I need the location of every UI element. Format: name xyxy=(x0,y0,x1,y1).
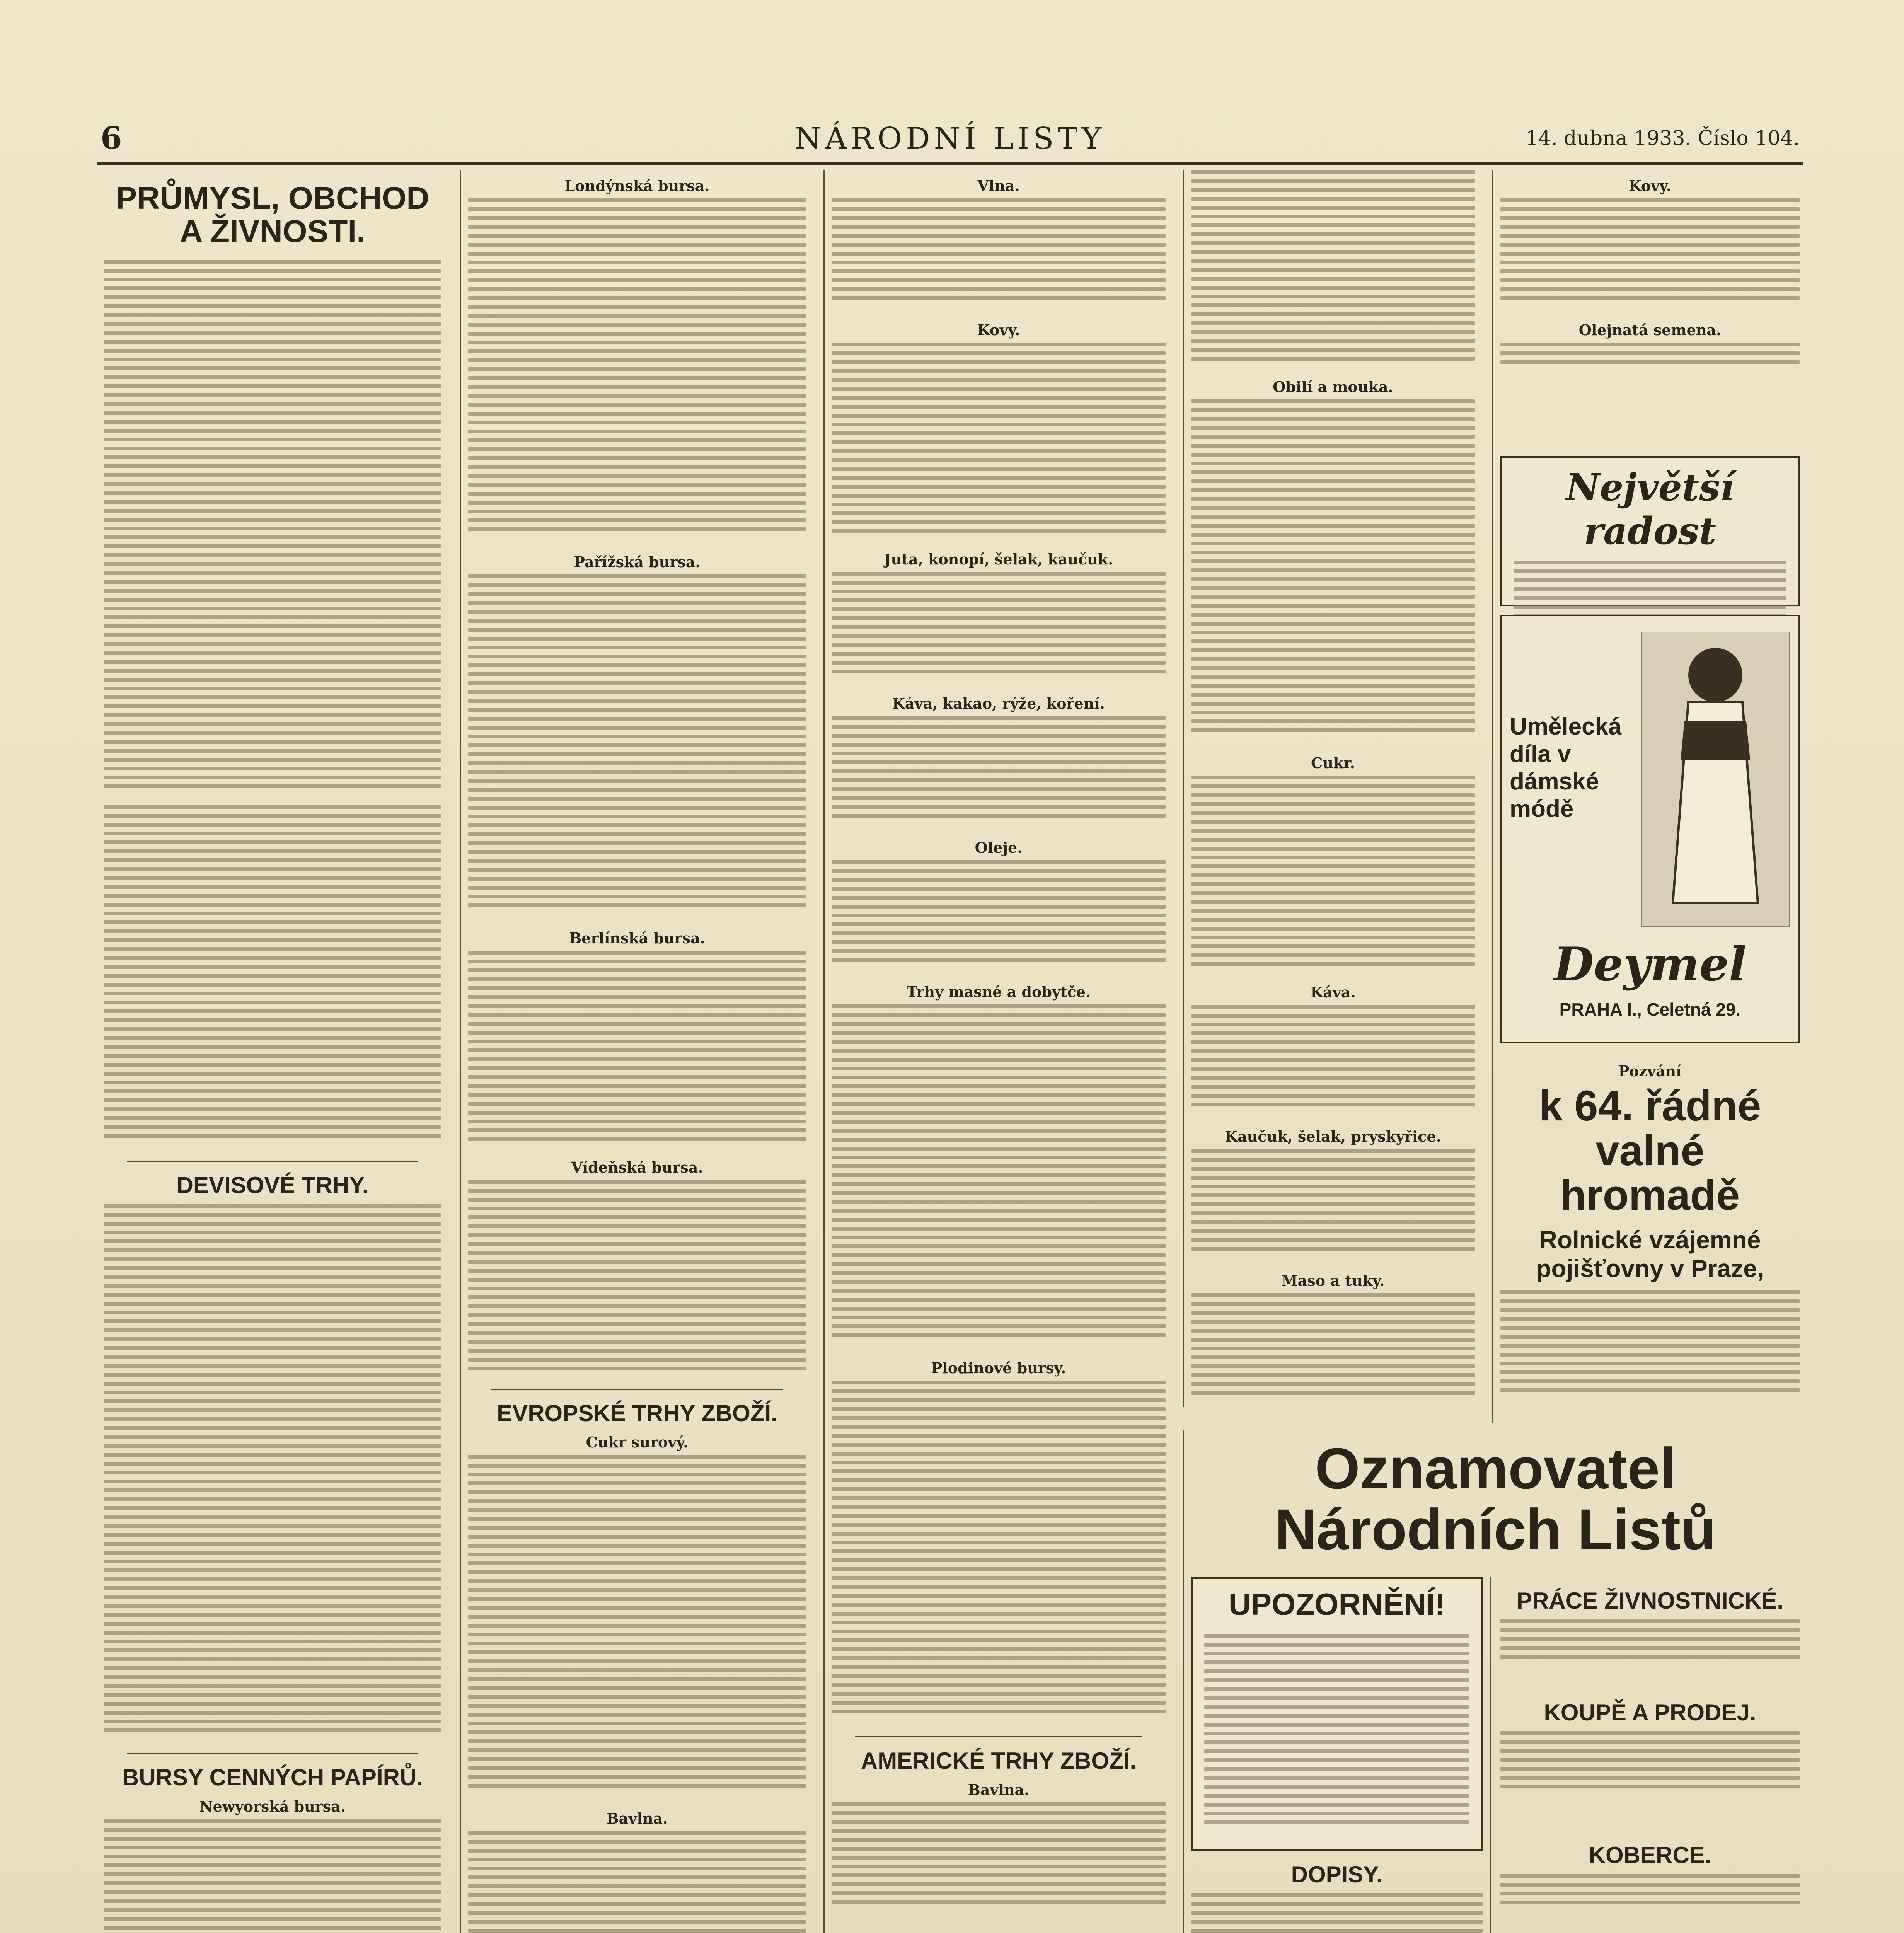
classifieds-title: Oznamovatel Národních Listů xyxy=(1275,1436,1716,1562)
trhy-masne-subhead: Trhy masné a dobytče. xyxy=(906,983,1091,1001)
americke-headline: AMERICKÉ TRHY ZBOŽÍ. xyxy=(861,1748,1137,1774)
invitation-body xyxy=(1500,1290,1800,1406)
kava-subhead: Káva, kakao, rýže, koření. xyxy=(892,695,1105,712)
pojistovna-heading: Rolnické vzájemné pojišťovny v Praze, xyxy=(1536,1226,1764,1282)
cukr-subhead: Cukr surový. xyxy=(586,1434,689,1451)
issue-date: 14. dubna 1933. Číslo 104. xyxy=(1525,127,1800,150)
trhy-masne-body xyxy=(832,1004,1166,1352)
londyn-body xyxy=(468,198,806,546)
prace-heading: PRÁCE ŽIVNOSTNICKÉ. xyxy=(1516,1588,1784,1614)
hromada-heading: k 64. řádné valné hromadě xyxy=(1539,1082,1761,1219)
pozvani-heading: Pozvání xyxy=(1618,1062,1682,1080)
bavlna-body xyxy=(468,1831,806,1933)
article-body-2 xyxy=(104,805,441,1153)
oleje-body xyxy=(832,860,1166,976)
kovy5-subhead: Kovy. xyxy=(1628,177,1672,194)
juta-body xyxy=(832,572,1166,688)
newyork-subhead: Newyorská bursa. xyxy=(199,1798,346,1815)
bavlna2-subhead: Bavlna. xyxy=(968,1781,1030,1798)
newyork-body xyxy=(1191,170,1475,371)
koupe-heading: KOUPĚ A PRODEJ. xyxy=(1544,1699,1756,1725)
cukr4-subhead: Cukr. xyxy=(1311,754,1355,772)
bursy-headline: BURSY CENNÝCH PAPÍRŮ. xyxy=(122,1764,423,1791)
dopisy-heading: DOPISY. xyxy=(1291,1861,1383,1887)
juta-subhead: Juta, konopí, šelak, kaučuk. xyxy=(884,551,1113,568)
column-2 xyxy=(460,170,813,1933)
berlin-subhead: Berlínská bursa. xyxy=(569,929,705,947)
viden-body xyxy=(468,1180,806,1381)
londyn-subhead: Londýnská bursa. xyxy=(564,177,710,194)
ad-brand: Deymel xyxy=(1553,937,1747,992)
evropske-headline: EVROPSKÉ TRHY ZBOŽÍ. xyxy=(497,1400,777,1426)
obili-body xyxy=(1191,399,1475,747)
koupe-body xyxy=(1500,1731,1800,1832)
ad-brand-address: PRAHA I., Celetná 29. xyxy=(1559,999,1741,1019)
ad-deymel xyxy=(1500,615,1800,1043)
ad-joy xyxy=(1500,456,1800,606)
obili-subhead: Obilí a mouka. xyxy=(1273,378,1393,395)
pariz-subhead: Pařížská bursa. xyxy=(574,553,701,571)
kava4-subhead: Káva. xyxy=(1310,984,1356,1001)
woman-figure-icon xyxy=(1642,632,1789,926)
kava4-body xyxy=(1191,1005,1475,1121)
koberce-body xyxy=(1500,1874,1800,1932)
maso-subhead: Maso a tuky. xyxy=(1281,1272,1385,1289)
upozorneni-box xyxy=(1191,1577,1483,1851)
newspaper-title: NÁRODNÍ LISTY xyxy=(794,121,1106,156)
page-number: 6 xyxy=(101,120,122,156)
fashion-illustration xyxy=(1641,632,1790,927)
column-1 xyxy=(97,170,448,1933)
column-4 xyxy=(1183,170,1482,1407)
devisove-body xyxy=(104,1204,441,1745)
viden-subhead: Vídeňská bursa. xyxy=(571,1159,703,1176)
plodinove-body xyxy=(832,1381,1166,1728)
classifieds xyxy=(1183,1430,1807,1933)
vlna-subhead: Vlna. xyxy=(977,177,1020,194)
kovy-body xyxy=(832,343,1166,544)
bavlna2-table xyxy=(832,1802,1166,1918)
kaucuk-subhead: Kaučuk, šelak, pryskyřice. xyxy=(1225,1128,1441,1145)
olejnata-subhead: Olejnatá semena. xyxy=(1578,321,1722,339)
upozorneni-heading: UPOZORNĚNÍ! xyxy=(1229,1587,1445,1621)
kaucuk-body xyxy=(1191,1149,1475,1265)
berlin-body xyxy=(468,951,806,1152)
kovy5-body xyxy=(1500,198,1800,314)
kava-body xyxy=(832,716,1166,832)
classifieds-right xyxy=(1493,1577,1807,1933)
ad-joy-title: Největší radost xyxy=(1566,465,1734,553)
vlna-body xyxy=(832,198,1166,314)
koberce-heading: KOBERCE. xyxy=(1589,1842,1711,1868)
classifieds-left xyxy=(1184,1577,1491,1933)
column-3 xyxy=(823,170,1173,1933)
pariz-body xyxy=(468,574,806,922)
oleje-subhead: Oleje. xyxy=(975,839,1023,856)
column-5 xyxy=(1492,170,1807,1423)
section-headline: PRŮMYSL, OBCHOD A ŽIVNOSTI. xyxy=(116,181,430,249)
prace-body xyxy=(1500,1619,1800,1689)
olejnata-body xyxy=(1500,343,1800,373)
maso-body xyxy=(1191,1293,1475,1407)
bavlna-subhead: Bavlna. xyxy=(606,1810,668,1827)
plodinove-subhead: Plodinové bursy. xyxy=(931,1359,1066,1377)
kovy-subhead: Kovy. xyxy=(977,321,1020,339)
cukr-table xyxy=(468,1455,806,1803)
ad-artistic-text: Umělecká díla v dámské módě xyxy=(1510,713,1622,822)
dopisy-body xyxy=(1191,1893,1483,1933)
article-body xyxy=(104,260,441,801)
devisove-headline: DEVISOVÉ TRHY. xyxy=(176,1172,369,1198)
bursy-body xyxy=(104,1819,441,1933)
cukr4-table xyxy=(1191,776,1475,977)
masthead xyxy=(97,116,1803,165)
